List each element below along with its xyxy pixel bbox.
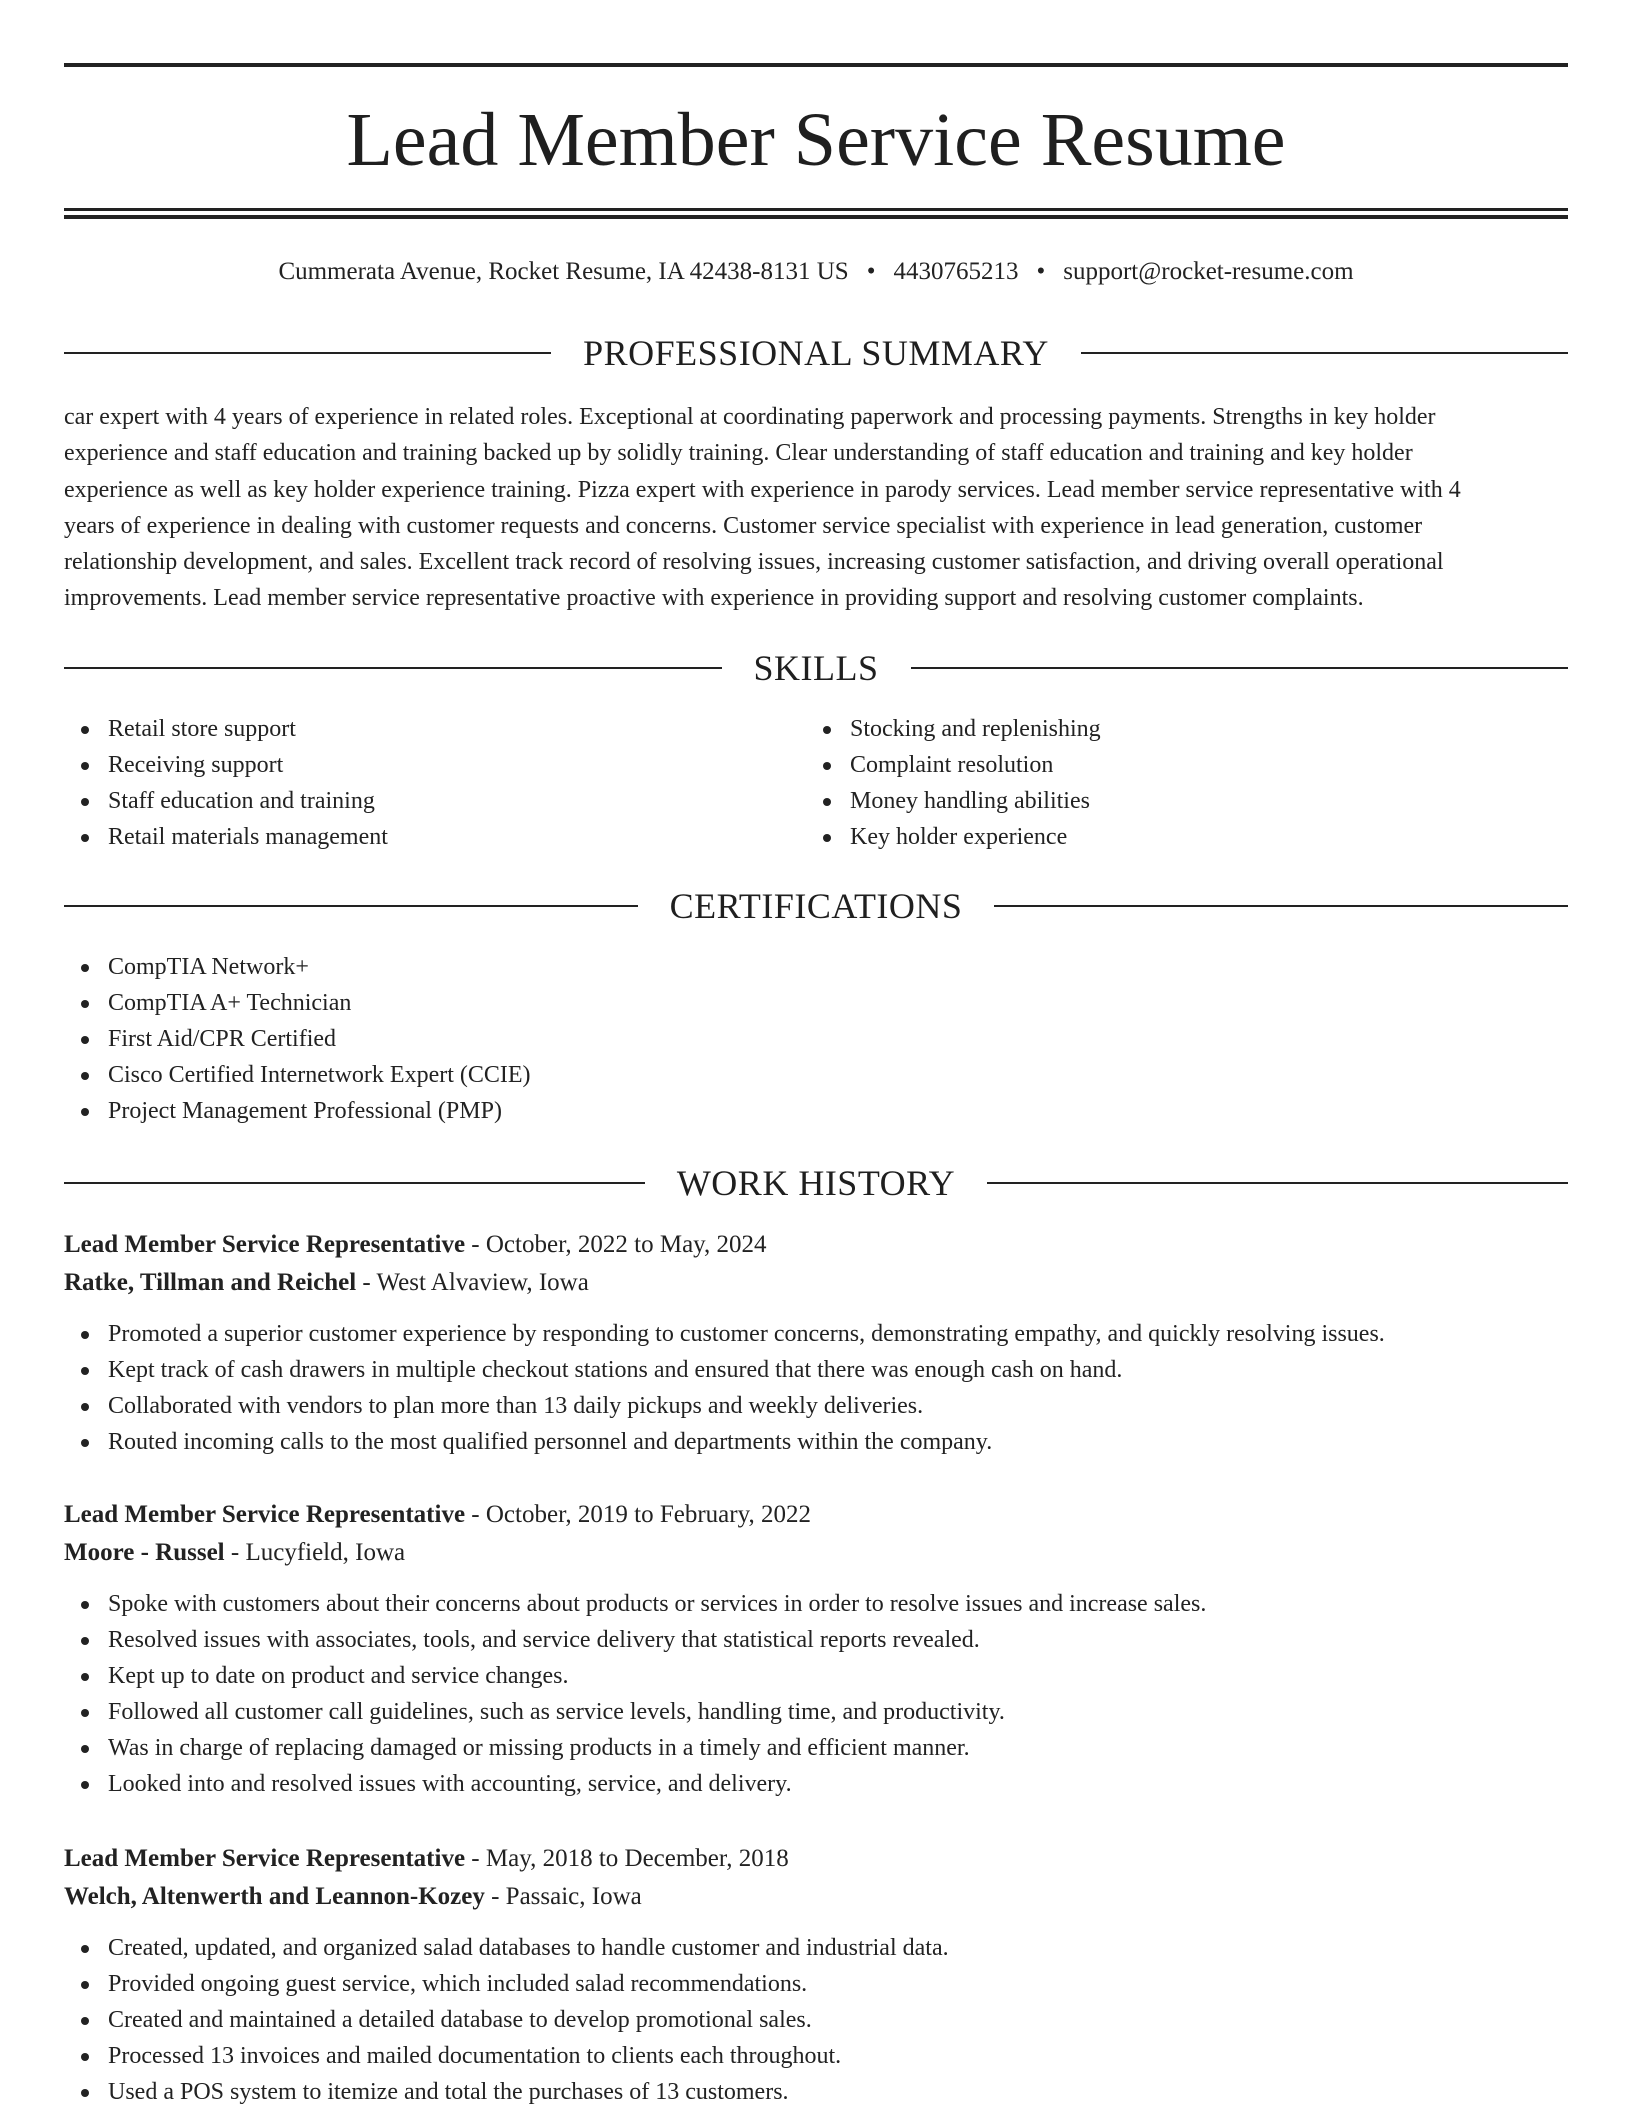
job-entry <box>64 1496 1568 1802</box>
heading-rule <box>64 1182 645 1184</box>
certification-item: CompTIA Network+ <box>64 949 1064 985</box>
certification-item: Cisco Certified Internetwork Expert (CCIE) <box>64 1057 1064 1093</box>
skill-item: Retail store support <box>64 711 764 747</box>
job-company-line <box>64 1264 1568 1302</box>
skill-item: Key holder experience <box>806 819 1506 855</box>
job-dates: - May, 2018 to December, 2018 <box>465 1845 789 1872</box>
heading-rule <box>911 667 1569 669</box>
job-duty: Collaborated with vendors to plan more than 13 daily pickups and weekly deliveries. <box>64 1388 1568 1424</box>
skill-item: Receiving support <box>64 747 764 783</box>
job-duties-list <box>64 1930 1568 2110</box>
contact-email: support@rocket-resume.com <box>1063 258 1354 285</box>
job-duty: Promoted a superior customer experience by responding to customer concerns, demonstrating empathy, and quickly resolving issues. <box>64 1316 1568 1352</box>
summary-line: relationship development, and sales. Excellent track record of resolving issues, increasing customer satisfaction, and driving overall operational <box>64 549 1444 576</box>
job-title-line <box>64 1496 1568 1534</box>
job-company: Welch, Altenwerth and Leannon-Kozey <box>64 1883 485 1910</box>
job-location: - Lucyfield, Iowa <box>224 1539 406 1566</box>
skill-item: Stocking and replenishing <box>806 711 1506 747</box>
job-title-line <box>64 1226 1568 1264</box>
job-entry <box>64 1840 1568 2110</box>
summary-line: experience as well as key holder experience training. Pizza expert with experience in parody services. Lead member service representative with 4 <box>64 476 1461 503</box>
heading-rule <box>987 1182 1568 1184</box>
contact-phone: 4430765213 <box>893 258 1019 285</box>
section-heading-work-history <box>64 1160 1568 1206</box>
resume-title: Lead Member Service Resume <box>346 98 1286 182</box>
skill-item: Staff education and training <box>64 783 764 819</box>
job-company-line <box>64 1878 1568 1916</box>
job-dates: - October, 2019 to February, 2022 <box>465 1501 811 1528</box>
title-double-rule <box>64 208 1568 219</box>
skill-item: Complaint resolution <box>806 747 1506 783</box>
job-duty: Resolved issues with associates, tools, and service delivery that statistical reports revealed. <box>64 1622 1568 1658</box>
section-title: SKILLS <box>753 648 879 688</box>
certification-item: CompTIA A+ Technician <box>64 985 1064 1021</box>
skills-list-left <box>64 711 764 855</box>
heading-rule <box>994 905 1568 907</box>
job-duty: Processed 13 invoices and mailed documentation to clients each throughout. <box>64 2038 1568 2074</box>
contact-address: Cummerata Avenue, Rocket Resume, IA 42438-8131 US <box>278 258 849 285</box>
job-duty: Followed all customer call guidelines, such as service levels, handling time, and productivity. <box>64 1694 1568 1730</box>
job-duty: Created and maintained a detailed database to develop promotional sales. <box>64 2002 1568 2038</box>
job-duty: Looked into and resolved issues with accounting, service, and delivery. <box>64 1766 1568 1802</box>
job-company: Ratke, Tillman and Reichel <box>64 1269 357 1296</box>
job-title: Lead Member Service Representative <box>64 1231 466 1258</box>
job-title-line <box>64 1840 1568 1878</box>
summary-line: car expert with 4 years of experience in related roles. Exceptional at coordinating paperwork and processing payments. Strengths in key holder <box>64 404 1436 430</box>
summary-text <box>64 399 1568 617</box>
job-duty: Used a POS system to itemize and total the purchases of 13 customers. <box>64 2074 1568 2110</box>
summary-line: years of experience in dealing with customer requests and concerns. Customer service specialist with experience in lead generation, customer <box>64 512 1423 539</box>
heading-rule <box>64 905 638 907</box>
contact-separator: • <box>866 258 876 285</box>
job-entry <box>64 1226 1568 1460</box>
job-dates: - October, 2022 to May, 2024 <box>465 1231 767 1258</box>
heading-rule <box>64 667 722 669</box>
skill-item: Money handling abilities <box>806 783 1506 819</box>
certification-item: First Aid/CPR Certified <box>64 1021 1064 1057</box>
skills-list-right <box>806 711 1506 855</box>
job-duties-list <box>64 1586 1568 1802</box>
certification-item: Project Management Professional (PMP) <box>64 1093 1064 1129</box>
section-title: CERTIFICATIONS <box>669 886 963 926</box>
job-title: Lead Member Service Representative <box>64 1845 466 1872</box>
top-rule <box>64 63 1568 67</box>
job-duties-list <box>64 1316 1568 1460</box>
section-heading-summary <box>64 330 1568 376</box>
job-duty: Was in charge of replacing damaged or missing products in a timely and efficient manner. <box>64 1730 1568 1766</box>
job-company-line <box>64 1534 1568 1572</box>
summary-line: experience and staff education and training backed up by solidly training. Clear understanding of staff education and training and key holder <box>64 440 1413 467</box>
job-location: - West Alvaview, Iowa <box>356 1269 589 1296</box>
contact-line <box>64 254 1568 290</box>
job-duty: Provided ongoing guest service, which included salad recommendations. <box>64 1966 1568 2002</box>
section-heading-certifications <box>64 883 1568 929</box>
skill-item: Retail materials management <box>64 819 764 855</box>
section-title: WORK HISTORY <box>676 1163 956 1203</box>
certifications-list <box>64 949 1064 1129</box>
job-duty: Created, updated, and organized salad databases to handle customer and industrial data. <box>64 1930 1568 1966</box>
heading-rule <box>1081 352 1568 354</box>
job-title: Lead Member Service Representative <box>64 1501 466 1528</box>
job-duty: Kept up to date on product and service changes. <box>64 1658 1568 1694</box>
section-heading-skills <box>64 645 1568 691</box>
job-location: - Passaic, Iowa <box>484 1883 642 1910</box>
summary-line: improvements. Lead member service representative proactive with experience in providing support and resolving customer complaints. <box>64 585 1364 612</box>
job-duty: Routed incoming calls to the most qualified personnel and departments within the company. <box>64 1424 1568 1460</box>
job-duty: Spoke with customers about their concerns about products or services in order to resolve issues and increase sales. <box>64 1586 1568 1622</box>
contact-separator: • <box>1036 258 1046 285</box>
section-title: PROFESSIONAL SUMMARY <box>583 333 1049 373</box>
job-company: Moore - Russel <box>64 1539 225 1566</box>
heading-rule <box>64 352 551 354</box>
job-duty: Kept track of cash drawers in multiple checkout stations and ensured that there was enough cash on hand. <box>64 1352 1568 1388</box>
